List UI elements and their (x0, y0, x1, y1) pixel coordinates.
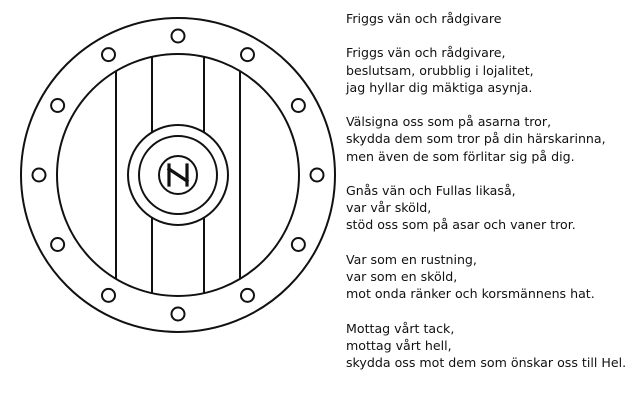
stanza-3 (346, 182, 636, 234)
shield-drawing (18, 15, 338, 335)
rivet (102, 48, 115, 61)
poem-line: beslutsam, orubblig i lojalitet, (346, 62, 534, 78)
stanza-5 (346, 320, 636, 372)
rivet (102, 289, 115, 302)
poem-line: men även de som förlitar sig på dig. (346, 148, 575, 164)
rivet (172, 30, 185, 43)
rivet (241, 289, 254, 302)
stanza-2 (346, 113, 636, 165)
rivet (311, 169, 324, 182)
poem-line: skydda dem som tror på din härskarinna, (346, 131, 606, 147)
rivet (33, 169, 46, 182)
poem-line: stöd oss som på asar och vaner tror. (346, 217, 576, 233)
poem-line: mot onda ränker och korsmännens hat. (346, 286, 595, 302)
poem-title: Friggs vän och rådgivare (346, 11, 502, 26)
poem-line: Välsigna oss som på asarna tror, (346, 114, 552, 130)
stanza-4 (346, 251, 636, 303)
poem-line: Gnås vän och Fullas likaså, (346, 182, 516, 198)
rivet (292, 99, 305, 112)
poem (346, 10, 636, 388)
rivet (292, 238, 305, 251)
poem-line: skydda oss mot dem som önskar oss till Hel. (346, 354, 627, 370)
poem-line: jag hyllar dig mäktiga asynja. (346, 79, 533, 95)
poem-line: mottag vårt hell, (346, 337, 452, 353)
poem-line: var vår sköld, (346, 200, 432, 216)
rivet (51, 99, 64, 112)
shield-illustration (18, 15, 338, 335)
stanza-1 (346, 44, 636, 96)
poem-line: var som en sköld, (346, 268, 458, 284)
poem-line: Friggs vän och rådgivare, (346, 45, 506, 61)
rivet (51, 238, 64, 251)
rivet (172, 308, 185, 321)
rivet (241, 48, 254, 61)
poem-line: Mottag vårt tack, (346, 320, 455, 336)
poem-line: Var som en rustning, (346, 251, 477, 267)
